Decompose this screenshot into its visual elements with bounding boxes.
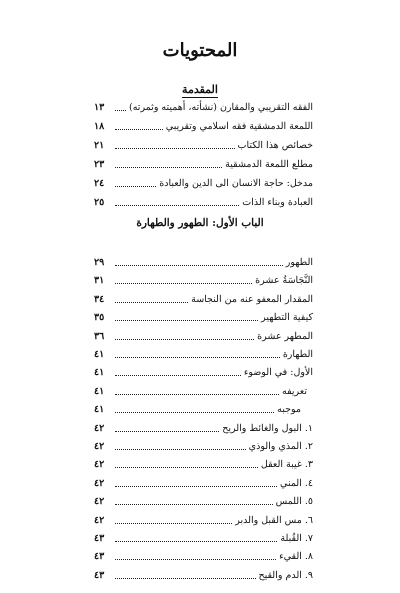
page-number: ٤٢ [94,422,105,434]
entry-title: موجبه [277,404,301,416]
dot-leader [115,412,274,413]
page-number: ٣٥ [94,312,105,324]
page-number: ٤٣ [94,533,105,544]
entry-title: الأول: في الوضوء [243,367,313,379]
dot-leader [115,302,188,303]
dot-leader [115,167,222,168]
dot-leader [115,504,273,505]
entry-title: خصائص هذا الكتاب [237,140,313,151]
intro-heading-label: المقدمة [182,83,218,96]
page-number: ٢٤ [94,178,105,189]
entry-title: المقدار المعفو عنه من النجاسة [191,293,313,305]
chapter1-toc-entry[interactable] [94,453,313,471]
dot-leader [115,320,258,321]
entry-title: اللمعة الدمشقية فقه اسلامي وتقريبي [165,121,313,132]
intro-toc-entry[interactable] [94,134,313,152]
chapter1-toc-entry[interactable] [94,380,313,398]
chapter1-toc-entry[interactable] [94,325,313,343]
page-number: ١٨ [94,121,105,132]
dot-leader [115,394,279,395]
entry-title: الفقه التقريبي والمقارن (نشأته، أهميته وثمرته) [129,102,313,113]
page-number: ٤٣ [94,551,105,563]
dot-leader [115,523,232,524]
page-number: ٣٤ [94,293,105,305]
page-number: ٤٢ [94,477,105,489]
dot-leader [115,559,276,560]
page-number: ٤١ [94,404,105,416]
dot-leader [115,375,241,376]
entry-title: النَّجَاسَةُ عشرة [255,275,313,287]
dot-leader [115,148,235,149]
intro-toc-entry[interactable] [94,115,313,133]
dot-leader [115,541,277,542]
dot-leader [115,205,239,206]
chapter1-toc-entry[interactable] [94,435,313,453]
dot-leader [115,186,156,187]
chapter1-toc-entry[interactable] [94,509,313,527]
entry-title: العبادة وبناء الذات [242,197,313,208]
dot-leader [115,578,256,579]
chapter1-toc-entry[interactable] [94,288,313,306]
chapter1-heading: الباب الأول: الطهور والطهارة [136,217,264,229]
chapter1-toc-entry[interactable] [94,490,313,508]
entry-title: المطهر عشرة [257,330,313,342]
entry-title: ٢. المذي والوذي [248,441,313,452]
chapter1-toc-entry[interactable] [94,398,313,416]
entry-title: ٧. القُبلة [280,533,313,544]
entry-title: كيفية التطهير [261,312,313,324]
entry-title: ٦. مس القبل والدبر [235,514,313,526]
chapter1-toc-entry[interactable] [94,343,313,361]
entry-title: ٨. القيء [279,551,313,563]
intro-toc-entry[interactable] [94,153,313,171]
entry-title: مدخل: حاجة الانسان الى الدين والعبادة [159,178,313,189]
entry-title: الطهارة [282,349,313,360]
page-number: ٤١ [94,367,105,379]
chapter1-toc-entry[interactable] [94,564,313,582]
intro-toc-entry[interactable] [94,172,313,190]
chapter1-toc-entry[interactable] [94,472,313,490]
page-number: ٢٩ [94,257,105,268]
page-number: ١٣ [94,102,105,113]
chapter1-toc-entry[interactable] [94,361,313,379]
chapter1-toc-entry[interactable] [94,306,313,324]
intro-toc-entry[interactable] [94,96,313,114]
dot-leader [115,357,280,358]
page-number: ٤٢ [94,496,105,508]
chapter1-toc-entry[interactable] [94,269,313,287]
page-number: ٤٢ [94,514,105,526]
entry-title: مطلع اللمعة الدمشقية [225,159,313,170]
page-number: ٤٣ [94,569,105,581]
entry-title: ٣. غيبة العقل [260,459,313,471]
page-number: ٢٣ [94,159,105,170]
page-number: ٤١ [94,349,105,360]
chapter1-toc-entry[interactable] [94,545,313,563]
dot-leader [115,431,219,432]
page-number: ٤٢ [94,441,105,452]
page-title: المحتويات [162,40,238,61]
chapter1-toc-entry[interactable] [94,251,313,269]
entry-title: ٤. المني [280,477,313,489]
dot-leader [115,486,277,487]
page-number: ٢٥ [94,197,105,208]
dot-leader [115,339,254,340]
chapter1-toc-entry[interactable] [94,527,313,545]
dot-leader [115,110,126,111]
page-number: ٣١ [94,275,105,287]
dot-leader [115,265,283,266]
dot-leader [115,449,246,450]
entry-title: تعريفه [281,385,307,397]
dot-leader [115,283,252,284]
intro-heading [0,83,400,96]
page-number: ٤٢ [94,459,105,471]
entry-title: ٥. اللمس [275,496,313,508]
page-number: ٣٦ [94,330,105,342]
chapter1-toc-entry[interactable] [94,417,313,435]
entry-title: ١. البول والغائط والريح [222,422,313,434]
page-number: ٢١ [94,140,105,151]
intro-toc-entry[interactable] [94,191,313,209]
dot-leader [115,467,258,468]
page-number: ٤١ [94,385,105,397]
entry-title: ٩. الدم والقيح [258,569,313,581]
entry-title: الطهور [285,257,313,268]
dot-leader [115,129,163,130]
